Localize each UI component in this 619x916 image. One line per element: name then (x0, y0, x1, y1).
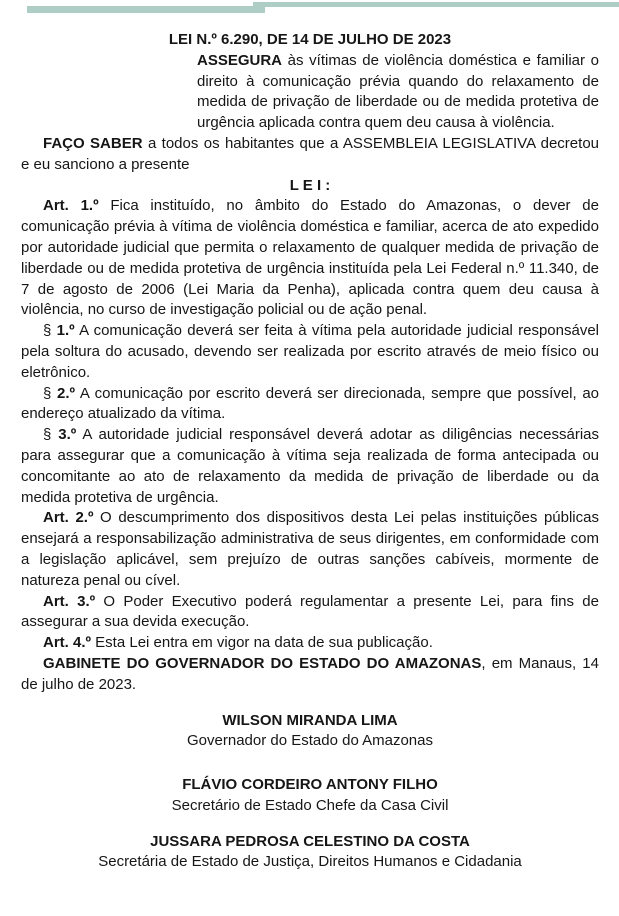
signature-name: FLÁVIO CORDEIRO ANTONY FILHO (182, 776, 438, 794)
law-summary (197, 51, 599, 134)
paragraph-prefix: § (43, 384, 57, 402)
law-article-1 (21, 196, 599, 321)
article-text: O descumprimento dos dispositivos desta Lei pelas instituições públicas ensejará a responsabilização administrativa de seus dirigentes, em conformidade com a legislação aplicável, sem prejuízo de outras sanções cabíveis, mormente de natureza penal ou cível. (21, 509, 599, 589)
signature-block (21, 775, 599, 817)
preamble-text: a todos os habitantes que a ASSEMBLEIA LEGISLATIVA decretou e eu sanciono a presente (21, 134, 600, 173)
law-article-2 (21, 508, 599, 591)
article-text: Esta Lei entra em vigor na data de sua publicação. (91, 634, 433, 652)
law-paragraph-2 (21, 384, 599, 426)
signature-role: Governador do Estado do Amazonas (187, 732, 433, 750)
law-paragraph-1 (21, 321, 599, 383)
header-accent-thin-bar (253, 2, 619, 7)
article-lead: Art. 3.º (43, 592, 96, 610)
signature-name: WILSON MIRANDA LIMA (222, 711, 398, 729)
signature-block (21, 832, 599, 874)
paragraph-text: A comunicação por escrito deverá ser direcionada, sempre que possível, ao endereço atualizado da vítima. (21, 384, 600, 423)
preamble-lead: FAÇO SABER (43, 134, 143, 152)
closing-paragraph (21, 654, 599, 696)
law-paragraph-3 (21, 425, 599, 508)
law-article-4 (21, 633, 599, 654)
law-summary-text: às vítimas de violência doméstica e familiar o direito à comunicação prévia quando do relaxamento de medida de privação de liberdade ou de medida protetiva de urgência aplicada contra quem deu causa à violência. (197, 51, 599, 132)
article-text: O Poder Executivo poderá regulamentar a presente Lei, para fins de assegurar a sua devida execução. (21, 592, 599, 631)
paragraph-lead: 1.º (56, 322, 75, 340)
paragraph-text: A autoridade judicial responsável deverá adotar as diligências necessárias para assegurar que a comunicação à vítima seja realizada de forma antecipada ou concomitante ao ato de relaxamento da medida de privação de liberdade ou da medida protetiva de urgência. (21, 426, 599, 506)
article-lead: Art. 4.º (43, 634, 91, 652)
signature-role: Secretário de Estado Chefe da Casa Civil (171, 796, 449, 814)
paragraph-prefix: § (43, 426, 59, 444)
article-lead: Art. 2.º (43, 509, 94, 527)
lei-heading: L E I : (289, 176, 331, 194)
paragraph-prefix: § (43, 322, 57, 340)
closing-lead: GABINETE DO GOVERNADOR DO ESTADO DO AMAZONAS (43, 654, 482, 672)
law-summary-lead: ASSEGURA (197, 51, 283, 69)
law-article-3 (21, 592, 599, 634)
document-content (21, 30, 599, 873)
closing-text: , em Manaus, 14 de julho de 2023. (21, 654, 599, 693)
article-lead: Art. 1.º (43, 197, 99, 215)
law-title: LEI N.º 6.290, DE 14 DE JULHO DE 2023 (168, 31, 452, 48)
header-accent-thick-bar (27, 6, 265, 13)
signature-role: Secretária de Estado de Justiça, Direitos Humanos e Cidadania (98, 853, 522, 871)
paragraph-lead: 3.º (58, 426, 77, 444)
paragraph-lead: 2.º (57, 384, 75, 402)
article-text: Fica instituído, no âmbito do Estado do Amazonas, o dever de comunicação prévia à vítima de violência doméstica e familiar, acerca de ato expedido por autoridade judicial que permita o relaxamento de qualquer medida de privação de liberdade ou de medida protetiva de urgência instituída pela Lei Federal n.º 11.340, de 7 de agosto de 2006 (Lei Maria da Penha), aplicada contra quem deu causa à violência, no curso de investigação policial ou de ação penal. (21, 197, 599, 319)
signature-block (21, 711, 599, 753)
preamble (21, 134, 599, 176)
signature-name: JUSSARA PEDROSA CELESTINO DA COSTA (150, 832, 470, 850)
paragraph-text: A comunicação deverá ser feita à vítima pela autoridade judicial responsável pela soltura do acusado, devendo ser realizada por escrito através de meio físico ou eletrônico. (21, 322, 599, 381)
